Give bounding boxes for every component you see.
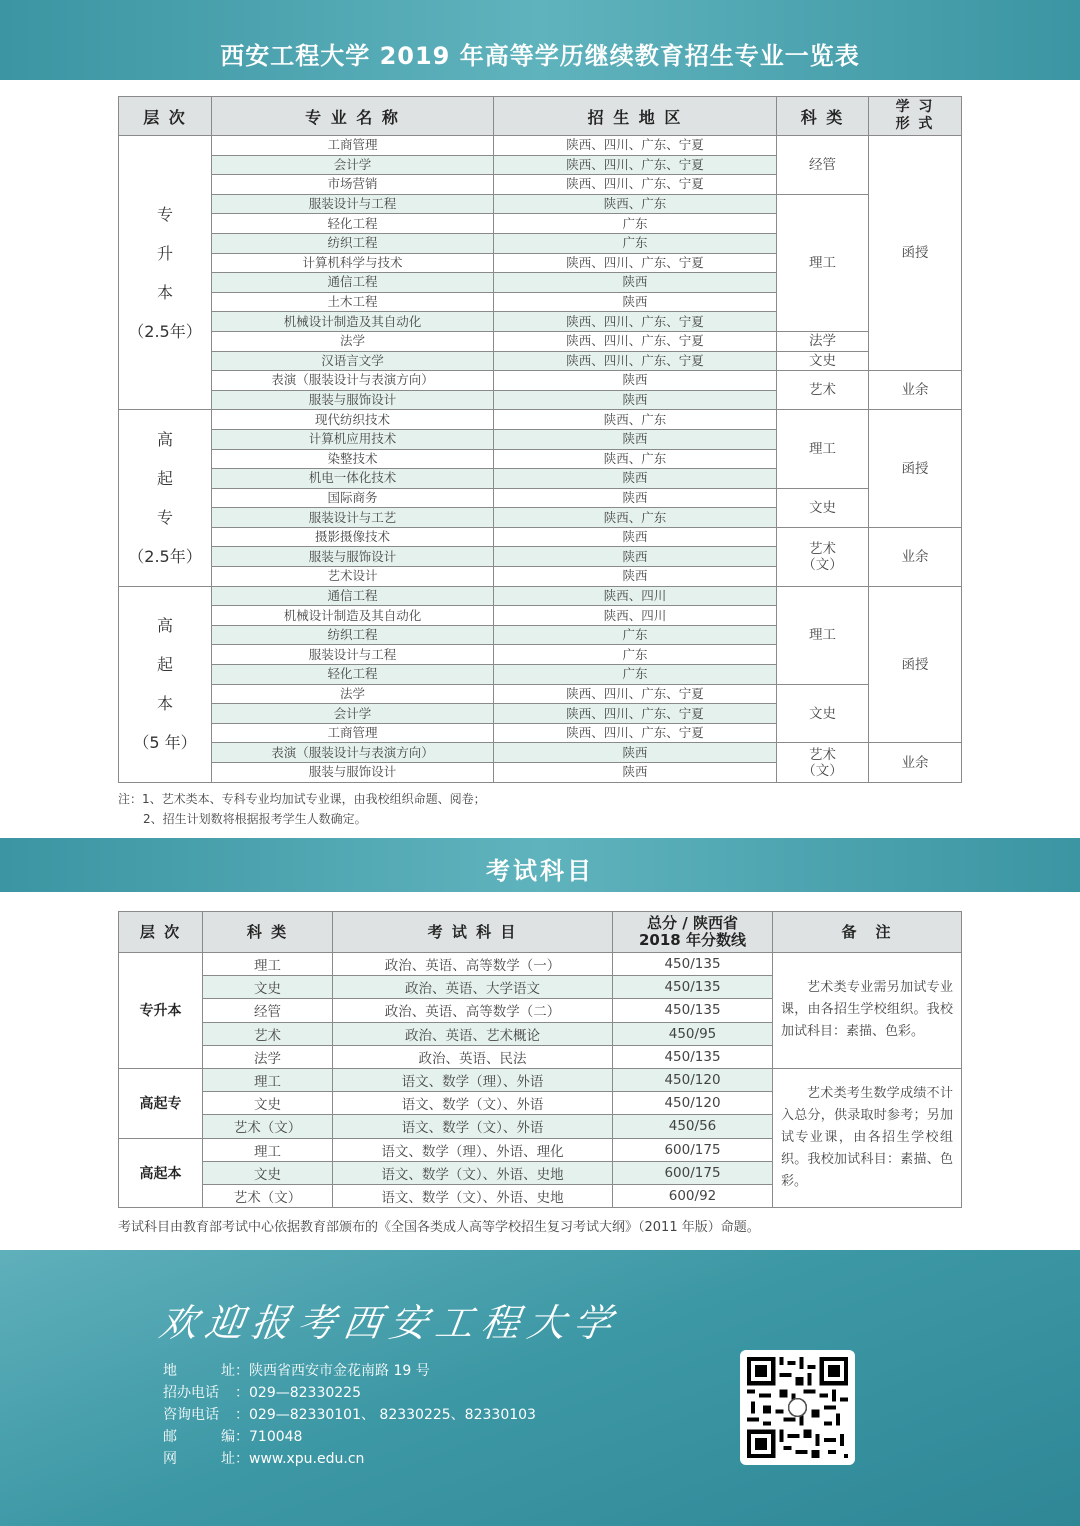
subjects: 语文、数学（理）、外语 <box>333 1068 613 1091</box>
region: 陕西、四川、广东、宁夏 <box>494 155 777 175</box>
region: 陕西 <box>494 292 777 312</box>
contact-value: ：029—82330225 <box>235 1385 361 1401</box>
region: 陕西 <box>494 273 777 293</box>
header-remark: 备 注 <box>773 912 962 953</box>
table-row <box>119 684 962 704</box>
region: 陕西 <box>494 567 777 587</box>
level-char: 本 <box>156 282 173 302</box>
category-cell: 文史 <box>777 488 869 527</box>
level-cell-gqb <box>119 586 212 782</box>
note-line-1: 注：1、艺术类本、专科专业均加试专业课，由我校组织命题、阅卷； <box>118 792 486 806</box>
category: 理工 <box>203 1138 333 1161</box>
contact-postcode <box>163 1426 536 1448</box>
title-banner <box>0 0 1080 80</box>
region: 陕西 <box>494 429 777 449</box>
region: 陕西 <box>494 743 777 763</box>
level-char: 起 <box>156 655 173 675</box>
major-name: 现代纺织技术 <box>212 410 494 430</box>
region: 陕西、四川、广东、宁夏 <box>494 723 777 743</box>
table-row <box>119 371 962 391</box>
table-row <box>119 743 962 763</box>
major-name: 市场营销 <box>212 175 494 195</box>
major-name: 轻化工程 <box>212 665 494 685</box>
level-duration: （2.5年） <box>128 546 202 566</box>
major-name: 服装与服饰设计 <box>212 390 494 410</box>
category-cell: 理工 <box>777 586 869 684</box>
table-row <box>119 351 962 371</box>
major-name: 纺织工程 <box>212 233 494 253</box>
score-line: 600/175 <box>613 1161 773 1184</box>
contact-address <box>163 1360 536 1382</box>
region: 陕西、广东 <box>494 194 777 214</box>
category: 经管 <box>203 999 333 1022</box>
label-char: 网 <box>163 1451 177 1467</box>
region: 陕西 <box>494 547 777 567</box>
label-char: 邮 <box>163 1429 177 1445</box>
contact-value: ：陕西省西安市金花南路 19 号 <box>235 1363 430 1379</box>
category-cell <box>777 743 869 782</box>
major-name: 会计学 <box>212 704 494 724</box>
level-cell-gqz: 高起专 <box>119 1068 203 1138</box>
region: 陕西、四川 <box>494 606 777 626</box>
study-form-cell: 业余 <box>869 527 962 586</box>
subjects: 语文、数学（文）、外语、史地 <box>333 1161 613 1184</box>
major-name: 通信工程 <box>212 273 494 293</box>
major-name: 服装与服饰设计 <box>212 547 494 567</box>
footer <box>0 1250 1080 1526</box>
category: 艺术 <box>203 1022 333 1045</box>
subjects: 政治、英语、高等数学（二） <box>333 999 613 1022</box>
level-cell-gqb: 高起本 <box>119 1138 203 1208</box>
study-form-cell: 业余 <box>869 371 962 410</box>
table-row <box>119 586 962 606</box>
region: 陕西、四川、广东、宁夏 <box>494 331 777 351</box>
region: 陕西、广东 <box>494 410 777 430</box>
table-row <box>119 410 962 430</box>
contact-label <box>163 1448 235 1470</box>
table-row <box>119 194 962 214</box>
major-name: 国际商务 <box>212 488 494 508</box>
score-line: 450/95 <box>613 1022 773 1045</box>
label-text: 招办电话 <box>163 1385 219 1401</box>
category: 艺术（文） <box>203 1184 333 1207</box>
region: 陕西 <box>494 763 777 783</box>
region: 陕西、四川、广东、宁夏 <box>494 136 777 156</box>
score-line: 450/120 <box>613 1092 773 1115</box>
level-char: 专 <box>156 507 173 527</box>
study-form-cell: 业余 <box>869 743 962 782</box>
header-major: 专 业 名 称 <box>212 97 494 136</box>
major-name: 计算机应用技术 <box>212 429 494 449</box>
major-name: 表演（服装设计与表演方向） <box>212 743 494 763</box>
category: 文史 <box>203 1161 333 1184</box>
major-name: 服装设计与工艺 <box>212 508 494 528</box>
major-name: 机械设计制造及其自动化 <box>212 606 494 626</box>
table-row <box>119 331 962 351</box>
major-name: 通信工程 <box>212 586 494 606</box>
header-category: 科 类 <box>777 97 869 136</box>
subjects: 语文、数学（文）、外语 <box>333 1115 613 1138</box>
contact-value: ：029—82330101、 82330225、82330103 <box>235 1407 536 1423</box>
table-row <box>119 1068 962 1091</box>
remark-cell: 艺术类专业需另加试专业课，由各招生学校组织。我校加试科目：素描、色彩。 <box>773 953 962 1069</box>
major-name: 服装与服饰设计 <box>212 763 494 783</box>
score-line: 450/135 <box>613 999 773 1022</box>
major-name: 土木工程 <box>212 292 494 312</box>
level-char: 高 <box>156 429 173 449</box>
region: 陕西、广东 <box>494 508 777 528</box>
category-line: （文） <box>802 556 843 573</box>
major-name: 服装设计与工程 <box>212 194 494 214</box>
header-score-line-2: 2018 年分数线 <box>639 931 746 949</box>
subjects: 政治、英语、艺术概论 <box>333 1022 613 1045</box>
region: 广东 <box>494 233 777 253</box>
major-name: 纺织工程 <box>212 625 494 645</box>
region: 陕西 <box>494 469 777 489</box>
majors-header-row <box>119 97 962 136</box>
region: 陕西 <box>494 371 777 391</box>
level-char: 起 <box>156 468 173 488</box>
region: 陕西、四川、广东、宁夏 <box>494 704 777 724</box>
header-level: 层 次 <box>119 97 212 136</box>
region: 广东 <box>494 625 777 645</box>
category-cell: 理工 <box>777 410 869 488</box>
exam-section-banner <box>0 838 1080 892</box>
category: 文史 <box>203 976 333 999</box>
note-line-2: 2、招生计划数将根据报考学生人数确定。 <box>143 812 367 826</box>
table-row <box>119 136 962 156</box>
major-name: 汉语言文学 <box>212 351 494 371</box>
category-cell: 经管 <box>777 136 869 195</box>
major-name: 工商管理 <box>212 136 494 156</box>
major-name: 工商管理 <box>212 723 494 743</box>
contact-admission-phone <box>163 1382 536 1404</box>
major-name: 机械设计制造及其自动化 <box>212 312 494 332</box>
region: 广东 <box>494 214 777 234</box>
label-char: 址 <box>221 1451 235 1467</box>
score-line: 450/135 <box>613 976 773 999</box>
level-duration: （5 年） <box>133 733 197 753</box>
contact-label <box>163 1426 235 1448</box>
level-char: 高 <box>156 616 173 636</box>
category: 艺术（文） <box>203 1115 333 1138</box>
contact-value: ：710048 <box>235 1429 303 1445</box>
region: 陕西 <box>494 390 777 410</box>
major-name: 机电一体化技术 <box>212 469 494 489</box>
contact-label <box>163 1382 235 1404</box>
region: 陕西 <box>494 527 777 547</box>
remark-cell: 艺术类考生数学成绩不计入总分，供录取时参考；另加试专业课，由各招生学校组织。我校加试科目：素描、色彩。 <box>773 1068 962 1207</box>
region: 陕西、四川、广东、宁夏 <box>494 253 777 273</box>
score-line: 450/56 <box>613 1115 773 1138</box>
table-row <box>119 953 962 976</box>
region: 陕西、广东 <box>494 449 777 469</box>
category-line: 艺术 <box>809 540 836 557</box>
major-name: 染整技术 <box>212 449 494 469</box>
score-line: 450/135 <box>613 953 773 976</box>
major-name: 会计学 <box>212 155 494 175</box>
region: 陕西、四川、广东、宁夏 <box>494 684 777 704</box>
qr-code-icon <box>747 1357 848 1458</box>
score-line: 450/135 <box>613 1045 773 1068</box>
category: 理工 <box>203 1068 333 1091</box>
category-line: 艺术 <box>809 746 836 763</box>
level-cell-zsb: 专升本 <box>119 953 203 1069</box>
category-cell <box>777 527 869 586</box>
major-name: 服装设计与工程 <box>212 645 494 665</box>
level-char: 升 <box>156 243 173 263</box>
category-line: （文） <box>802 762 843 779</box>
region: 陕西、四川 <box>494 586 777 606</box>
region: 陕西、四川、广东、宁夏 <box>494 175 777 195</box>
contact-website <box>163 1448 536 1470</box>
table-row <box>119 488 962 508</box>
subjects: 语文、数学（文）、外语 <box>333 1092 613 1115</box>
contact-label <box>163 1360 235 1382</box>
level-cell-gqz <box>119 410 212 586</box>
score-line: 450/120 <box>613 1068 773 1091</box>
study-form-cell: 函授 <box>869 586 962 743</box>
subjects: 语文、数学（理）、外语、理化 <box>333 1138 613 1161</box>
category: 理工 <box>203 953 333 976</box>
page-title: 西安工程大学 2019 年高等学历继续教育招生专业一览表 <box>220 42 860 70</box>
contact-label <box>163 1404 235 1426</box>
region: 广东 <box>494 665 777 685</box>
label-char: 编 <box>221 1429 235 1445</box>
category: 法学 <box>203 1045 333 1068</box>
level-cell-zsb <box>119 136 212 410</box>
exam-section-title: 考试科目 <box>486 857 594 885</box>
major-name: 摄影摄像技术 <box>212 527 494 547</box>
major-name: 表演（服装设计与表演方向） <box>212 371 494 391</box>
region: 陕西、四川、广东、宁夏 <box>494 351 777 371</box>
major-name: 法学 <box>212 331 494 351</box>
header-study-form: 学 习 形 式 <box>869 97 962 136</box>
exam-note: 考试科目由教育部考试中心依据教育部颁布的《全国各类成人高等学校招生复习考试大纲》（2011 年版）命题。 <box>118 1220 760 1235</box>
region: 陕西 <box>494 488 777 508</box>
header-category: 科 类 <box>203 912 333 953</box>
region: 广东 <box>494 645 777 665</box>
level-char: 专 <box>156 204 173 224</box>
subjects: 政治、英语、高等数学（一） <box>333 953 613 976</box>
major-name: 计算机科学与技术 <box>212 253 494 273</box>
contact-info <box>163 1360 536 1470</box>
category-cell: 法学 <box>777 331 869 351</box>
exam-header-row <box>119 912 962 953</box>
header-level: 层 次 <box>119 912 203 953</box>
contact-inquiry-phone <box>163 1404 536 1426</box>
region: 陕西、四川、广东、宁夏 <box>494 312 777 332</box>
category-cell: 文史 <box>777 684 869 743</box>
category: 文史 <box>203 1092 333 1115</box>
level-duration: （2.5年） <box>128 321 202 341</box>
study-form-cell: 函授 <box>869 136 962 371</box>
header-score-line <box>613 912 773 953</box>
contact-value: ：www.xpu.edu.cn <box>235 1451 365 1467</box>
level-char: 本 <box>156 694 173 714</box>
subjects: 语文、数学（文）、外语、史地 <box>333 1184 613 1207</box>
category-cell: 理工 <box>777 194 869 331</box>
major-name: 轻化工程 <box>212 214 494 234</box>
label-text: 咨询电话 <box>163 1407 219 1423</box>
majors-table <box>118 96 962 783</box>
score-line: 600/175 <box>613 1138 773 1161</box>
exam-subjects-table <box>118 911 962 1208</box>
slogan: 欢迎报考西安工程大学 <box>156 1301 623 1345</box>
label-char: 址 <box>221 1363 235 1379</box>
table-row <box>119 527 962 547</box>
subjects: 政治、英语、民法 <box>333 1045 613 1068</box>
study-form-cell: 函授 <box>869 410 962 528</box>
major-name: 法学 <box>212 684 494 704</box>
header-region: 招 生 地 区 <box>494 97 777 136</box>
label-char: 地 <box>163 1363 177 1379</box>
score-line: 600/92 <box>613 1184 773 1207</box>
header-subjects: 考 试 科 目 <box>333 912 613 953</box>
category-cell: 艺术 <box>777 371 869 410</box>
qr-code[interactable] <box>740 1350 855 1465</box>
subjects: 政治、英语、大学语文 <box>333 976 613 999</box>
category-cell: 文史 <box>777 351 869 371</box>
header-score-line-1: 总分 / 陕西省 <box>647 914 738 932</box>
major-name: 艺术设计 <box>212 567 494 587</box>
